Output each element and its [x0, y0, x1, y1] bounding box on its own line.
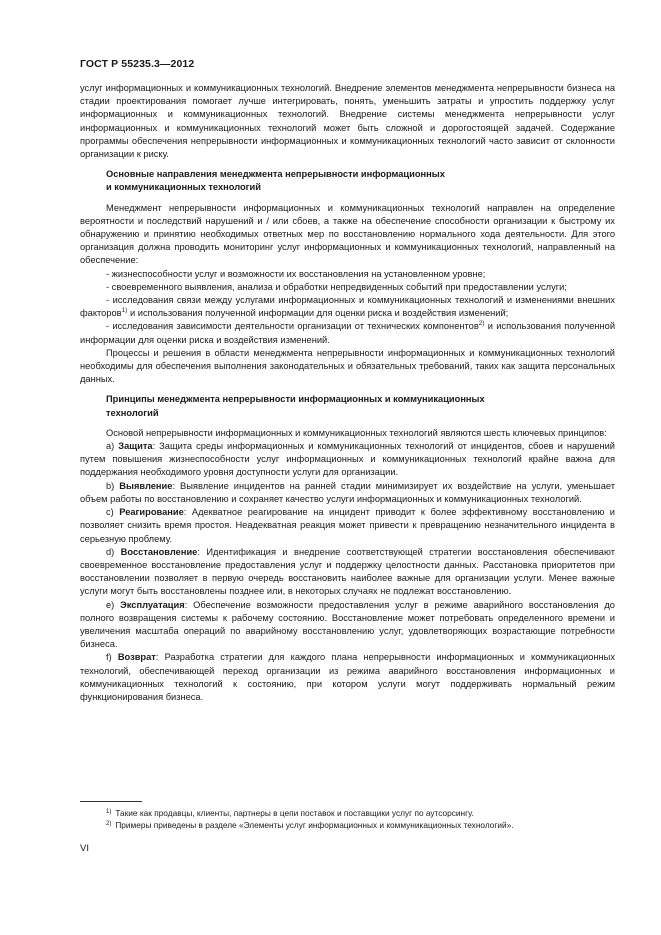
principle-term: Эксплуатация — [120, 599, 185, 610]
principle-term: Выявление — [119, 480, 173, 491]
principle-item — [80, 440, 615, 480]
page-number: VI — [80, 843, 89, 854]
footnote-text: Такие как продавцы, клиенты, партнеры в цепи поставок и поставщики услуг по аутсорсингу. — [115, 808, 474, 818]
list-item-text: - исследования зависимости деятельности организации от технических компонентов — [106, 321, 479, 332]
heading-line: Принципы менеджмента непрерывности информационных и коммуникационных — [106, 394, 485, 405]
list-item: - жизнеспособности услуг и возможности их восстановления на установленном уровне; — [106, 268, 486, 279]
principle-term: Восстановление — [120, 546, 198, 557]
list-item — [80, 294, 615, 320]
footnote-mark: 1) — [106, 809, 112, 815]
footnote-ref: 2) — [478, 320, 485, 328]
footnote-ref: 1) — [121, 307, 128, 315]
body-text — [80, 82, 615, 704]
section-heading-directions — [106, 168, 615, 194]
paragraph-principles-intro: Основой непрерывности информационных и коммуникационных технологий являются шесть ключевых принципов: — [106, 427, 607, 438]
footnote-mark: 2) — [106, 821, 112, 827]
section-heading-principles — [106, 393, 615, 419]
paragraph-processes: Процессы и решения в области менеджмента непрерывности информационных и коммуникационных технологий необходимы для обеспечения выполнения законодательных и обязательных требований, таких как защита персональных данных. — [80, 347, 615, 385]
list-item — [80, 320, 615, 346]
footnote-divider — [80, 801, 142, 802]
principle-term: Реагирование — [119, 507, 184, 518]
footnotes — [80, 807, 615, 831]
principle-item — [80, 651, 615, 704]
principle-item — [80, 480, 615, 506]
standard-header: ГОСТ Р 55235.3—2012 — [80, 58, 195, 70]
list-item-text: и использования полученной информации для оценки риска и воздействия изменений. — [80, 321, 616, 345]
principle-text: : Адекватное реагирование на инцидент приводит к более эффективному восстановлению и позволяет снизить время простоя. Неадекватная реакция может привести к превращению незначительного инцидента в серьезную проблему. — [80, 507, 615, 544]
heading-line: Основные направления менеджмента непрерывности информационных — [106, 169, 445, 180]
paragraph-intro: услуг информационных и коммуникационных технологий. Внедрение элементов менеджмента непрерывности бизнеса на стадии проектирования помогает лучше интегрировать, понять, уменьшить затраты и упростить поддержку услуг информационных и коммуникационных технологий. Внедрение системы менеджмента непрерывности услуг информационных и коммуникационных технологий может быть сложной и дорогостоящей задачей. Содержание программы обеспечения непрерывности информационных и коммуникационных технологий часто зависит от склонности организации к риску. — [80, 83, 615, 160]
principle-prefix: e) — [106, 599, 121, 610]
principle-prefix: b) — [106, 480, 120, 491]
principle-term: Возврат — [117, 652, 156, 663]
paragraph-management: Менеджмент непрерывности информационных и коммуникационных технологий направлен на определение вероятности и последствий нарушений и / или сбоев, а также на обеспечение способности организации к быстрому их обнаружению и принятию необходимых ответных мер по восстановлению нормального хода деятельности. Для этого организация должна проводить мониторинг услуг информационных и коммуникационных технологий, направленный на обеспечение: — [80, 202, 615, 266]
heading-line: технологий — [106, 407, 159, 418]
principle-text: : Защита среды информационных и коммуникационных технологий от инцидентов, сбоев и нарушений путем повышения жизнеспособности услуг информационных и коммуникационных технологий крайне важна для поддержания необходимого уровня доступности услуги для организации. — [80, 441, 615, 478]
principle-prefix: d) — [106, 546, 121, 557]
footnote — [80, 807, 615, 819]
principle-text: : Выявление инцидентов на ранней стадии минимизирует их воздействие на услуги, уменьшает объем работы по восстановлению и сохраняет качество услуги информационных и коммуникационных технологий. — [80, 480, 615, 504]
footnote-text: Примеры приведены в разделе «Элементы услуг информационных и коммуникационных технологий». — [115, 820, 514, 830]
principle-item — [80, 599, 615, 652]
principle-prefix: a) — [106, 441, 119, 452]
principle-prefix: c) — [106, 507, 120, 518]
principle-text: : Разработка стратегии для каждого плана непрерывности информационных и коммуникационных технологий, обеспечивающей переход организации из режима аварийного восстановления информационных и коммуникационных технологий к состоянию, при котором услуги могут поддерживать нормальный режим функционирования бизнеса. — [80, 652, 615, 702]
principle-text: : Обеспечение возможности предоставления услуг в режиме аварийного восстановления до полного возвращения системы к рабочему состоянию. Восстановление может потребовать определенного времени и увеличения масштаба операций по аварийному восстановлению услуг, удовлетворяющих возрастающие потребности бизнеса. — [80, 599, 615, 650]
heading-line: и коммуникационных технологий — [106, 182, 261, 193]
principle-term: Защита — [118, 441, 153, 452]
footnote — [80, 819, 615, 831]
principle-text: : Идентификация и внедрение соответствующей стратегии восстановления обеспечивают своевременное восстановление предоставления услуг и поддержку целостности данных. Расстановка приоритетов при восстановлении позволяет в первую очередь восстановить наиболее важные для организации услуги. Менее важные услуги могут быть восстановлены позднее или, в некоторых случаях не подлежат восстановлению. — [80, 546, 615, 597]
principle-prefix: f) — [106, 652, 118, 663]
list-item: - своевременного выявления, анализа и обработки непредвиденных событий при предоставлении услуги; — [106, 281, 567, 292]
list-item-text: - исследования связи между услугами информационных и коммуникационных технологий и изменениями внешних факторов — [80, 295, 615, 319]
list-item-text: и использования полученной информации для оценки риска и воздействия изменений; — [127, 308, 509, 319]
principle-item — [80, 506, 615, 546]
principle-item — [80, 546, 615, 599]
